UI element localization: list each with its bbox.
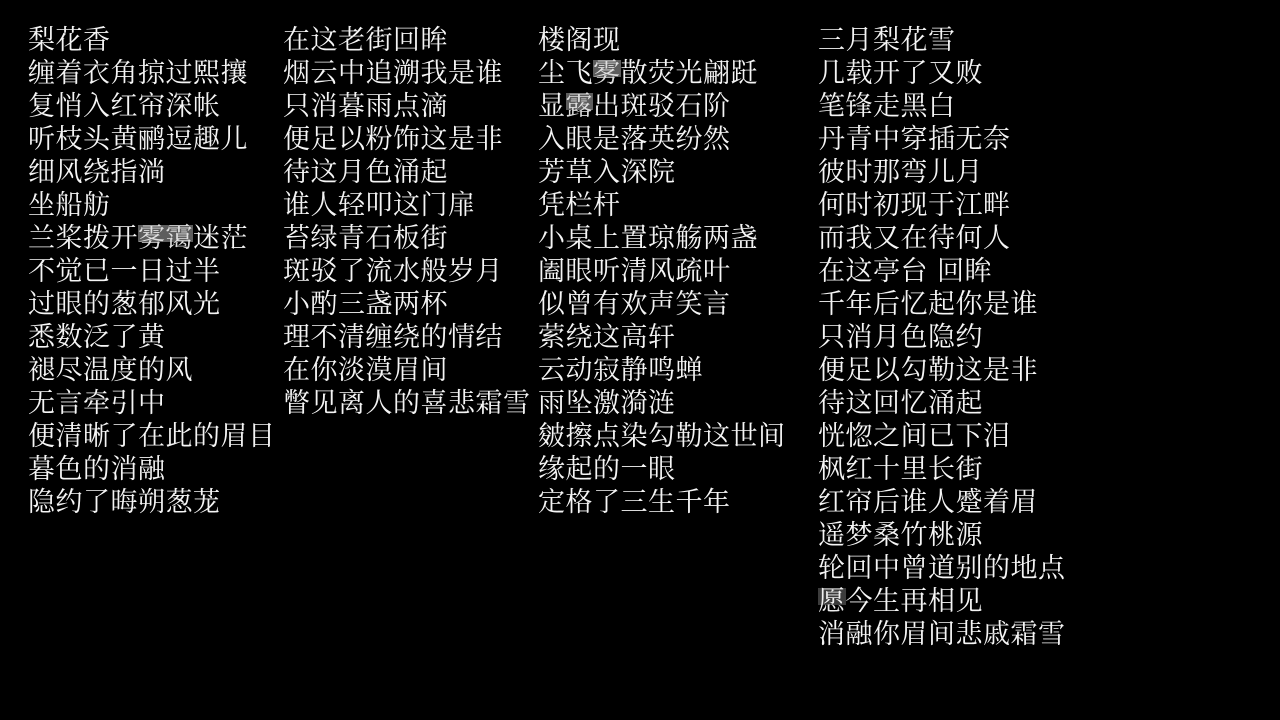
lyric-line: 不觉已一日过半 xyxy=(28,256,221,287)
lyric-line: 待这回忆涌起 xyxy=(818,388,983,419)
lyric-line: 待这月色涌起 xyxy=(283,157,448,188)
lyric-line: 理不清缠绕的情结 xyxy=(283,322,503,353)
lyric-line: 笔锋走黑白 xyxy=(818,91,956,122)
lyric-line: 在你淡漠眉间 xyxy=(283,355,448,386)
lyric-line: 阖眼听清风疏叶 xyxy=(538,256,731,287)
glitched-char: 愿 xyxy=(818,586,846,617)
lyric-line: 轮回中曾道别的地点 xyxy=(818,553,1066,584)
lyric-line: 只消月色隐约 xyxy=(818,322,983,353)
lyric-line: 枫红十里长街 xyxy=(818,454,983,485)
lyric-line: 小酌三盏两杯 xyxy=(283,289,448,320)
lyric-column-2 xyxy=(283,24,531,420)
lyric-line: 瞥见离人的喜悲霜雪 xyxy=(283,388,531,419)
lyric-line: 小桌上置琼觞两盏 xyxy=(538,223,758,254)
lyric-line: 兰桨拨开雾霭迷茫 xyxy=(28,223,248,254)
glitched-char: 雾霭 xyxy=(138,223,193,254)
lyric-line: 细风绕指淌 xyxy=(28,157,166,188)
lyric-line: 尘飞雾散荧光翩跹 xyxy=(538,58,758,89)
lyric-line: 无言牵引中 xyxy=(28,388,166,419)
lyric-line: 凭栏杆 xyxy=(538,190,621,221)
glitched-char: 露 xyxy=(565,91,593,122)
lyric-line: 丹青中穿插无奈 xyxy=(818,124,1011,155)
lyric-line: 梨花香 xyxy=(28,25,111,56)
lyric-line: 谁人轻叩这门扉 xyxy=(283,190,476,221)
lyric-line: 恍惚之间已下泪 xyxy=(818,421,1011,452)
lyric-line: 愿今生再相见 xyxy=(818,586,983,617)
lyric-line: 遥梦桑竹桃源 xyxy=(818,520,983,551)
lyric-line: 几载开了又败 xyxy=(818,58,983,89)
lyric-line: 入眼是落英纷然 xyxy=(538,124,731,155)
lyric-line: 褪尽温度的风 xyxy=(28,355,193,386)
lyric-line: 过眼的葱郁风光 xyxy=(28,289,221,320)
lyric-line: 在这亭台 回眸 xyxy=(818,256,993,287)
lyric-line: 便足以粉饰这是非 xyxy=(283,124,503,155)
lyric-line: 苔绿青石板街 xyxy=(283,223,448,254)
lyric-line: 消融你眉间悲戚霜雪 xyxy=(818,619,1066,650)
lyric-line: 只消暮雨点滴 xyxy=(283,91,448,122)
lyric-line: 暮色的消融 xyxy=(28,454,166,485)
lyric-line: 彼时那弯儿月 xyxy=(818,157,983,188)
lyric-line: 云动寂静鸣蝉 xyxy=(538,355,703,386)
lyric-line: 皴擦点染勾勒这世间 xyxy=(538,421,786,452)
lyric-column-1 xyxy=(28,24,276,519)
lyric-line: 而我又在待何人 xyxy=(818,223,1011,254)
glitched-char: 雾 xyxy=(593,58,621,89)
lyric-line: 坐船舫 xyxy=(28,190,111,221)
lyric-line: 复悄入红帘深帐 xyxy=(28,91,221,122)
lyric-line: 便足以勾勒这是非 xyxy=(818,355,1038,386)
lyric-line: 定格了三生千年 xyxy=(538,487,731,518)
lyric-column-4 xyxy=(818,24,1066,651)
lyric-line: 萦绕这高轩 xyxy=(538,322,676,353)
lyric-line: 红帘后谁人蹙着眉 xyxy=(818,487,1038,518)
lyric-line: 烟云中追溯我是谁 xyxy=(283,58,503,89)
lyric-line: 千年后忆起你是谁 xyxy=(818,289,1038,320)
lyric-line: 斑驳了流水般岁月 xyxy=(283,256,503,287)
lyric-line: 隐约了晦朔葱茏 xyxy=(28,487,221,518)
lyric-line: 缠着衣角掠过熙攘 xyxy=(28,58,248,89)
lyric-line: 悉数泛了黄 xyxy=(28,322,166,353)
lyric-line: 便清晰了在此的眉目 xyxy=(28,421,276,452)
lyric-line: 似曾有欢声笑言 xyxy=(538,289,731,320)
lyric-line: 何时初现于江畔 xyxy=(818,190,1011,221)
lyric-line: 听枝头黄鹂逗趣儿 xyxy=(28,124,248,155)
lyric-line: 缘起的一眼 xyxy=(538,454,676,485)
lyric-column-3 xyxy=(538,24,786,519)
lyric-line: 在这老街回眸 xyxy=(283,25,448,56)
lyric-line: 雨坠激漪涟 xyxy=(538,388,676,419)
lyric-line: 三月梨花雪 xyxy=(818,25,956,56)
lyric-line: 芳草入深院 xyxy=(538,157,676,188)
lyric-line: 楼阁现 xyxy=(538,25,621,56)
lyric-line: 显露出斑驳石阶 xyxy=(538,91,731,122)
